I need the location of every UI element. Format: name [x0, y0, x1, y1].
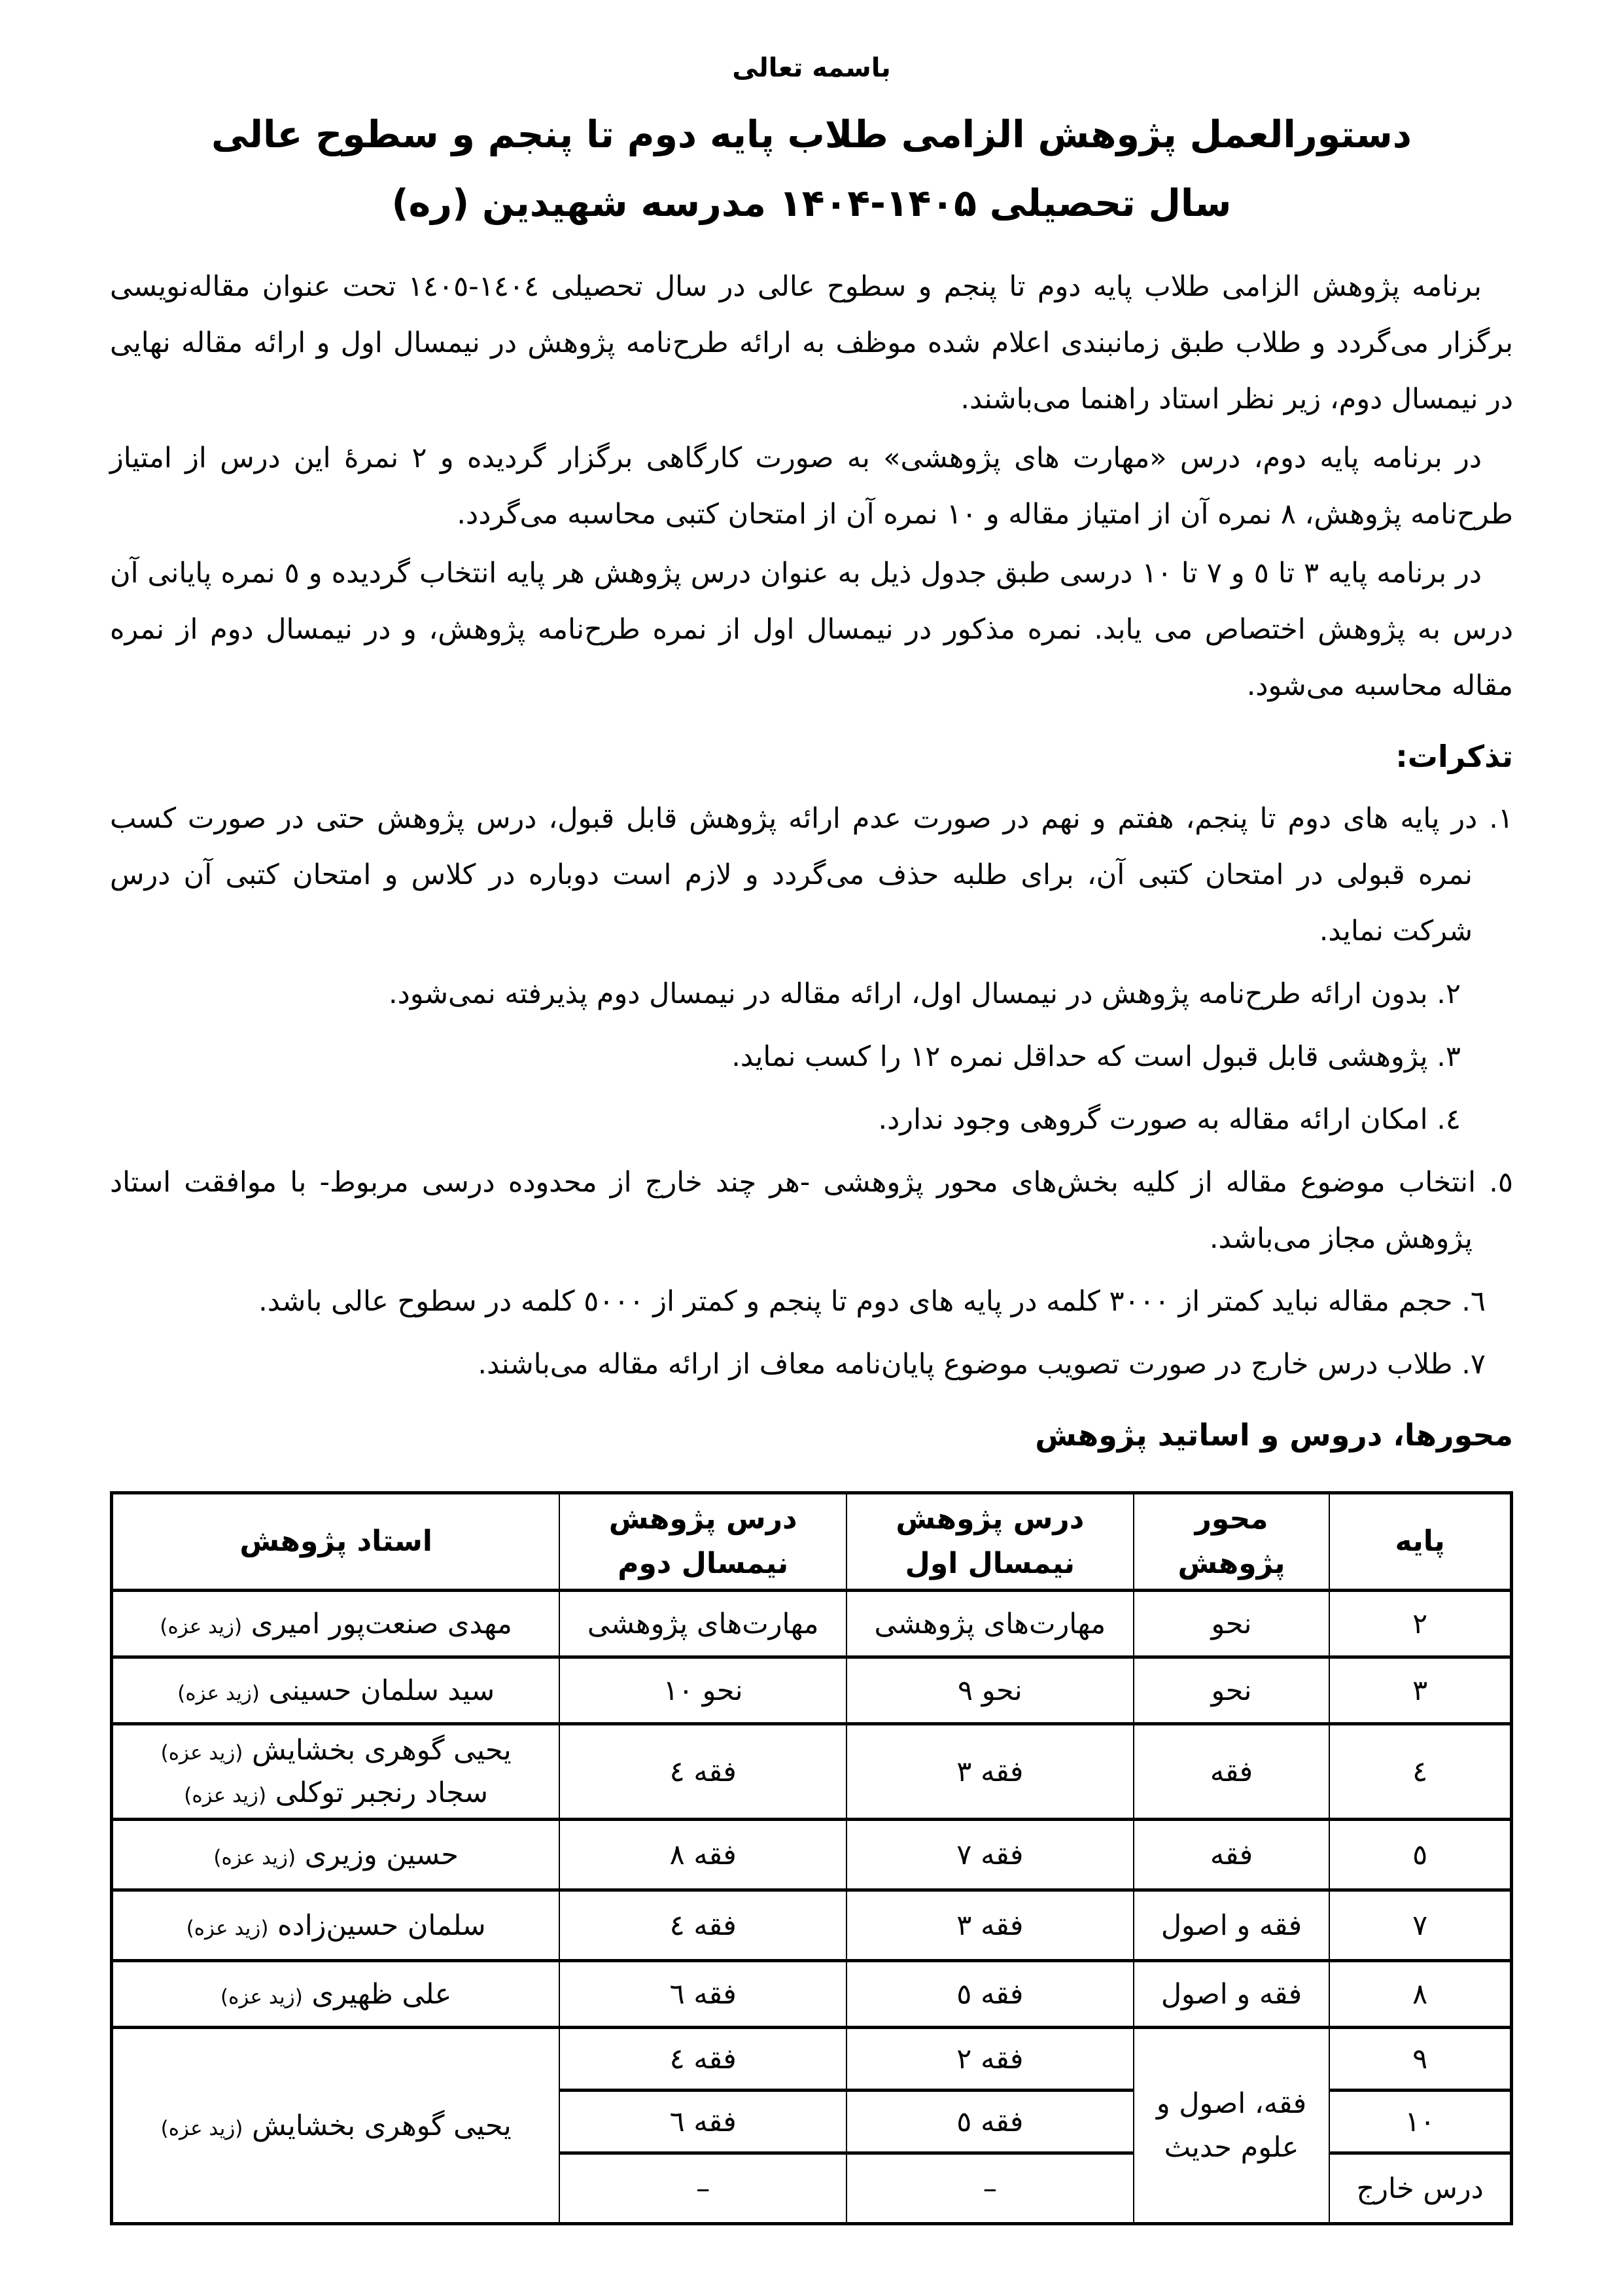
sem2-course-cell: فقه ٦	[559, 1961, 846, 2028]
header-sem1-line1: درس پژوهش	[896, 1502, 1085, 1536]
teacher-honorific: (زید عزه)	[177, 1681, 260, 1705]
table-row-grade-9	[112, 2028, 1512, 2091]
teacher-line	[120, 1772, 552, 1814]
table-row-grade-2	[112, 1591, 1512, 1657]
teacher-honorific: (زید عزه)	[184, 1783, 267, 1807]
table-row-grade-7	[112, 1890, 1512, 1961]
paragraph-1-post: تحت عنوان مقاله‌نویسی برگزار می‌گردد و طلاب طبق زمانبندی اعلام شده موظف به ارائه طرح‌نامه پژوهش در نیمسال اول و ارائه مقاله نهایی در نیمسال دوم، زیر نظر استاد راهنما می‌باشند.	[110, 270, 1513, 415]
header-cell-axis	[1134, 1493, 1330, 1591]
note-marker-4: ٤.	[1437, 1103, 1461, 1136]
teacher-cell	[112, 1591, 560, 1657]
sem1-course-cell: نحو ٩	[846, 1657, 1134, 1724]
table-header-row	[112, 1493, 1512, 1591]
sem1-course-cell: فقه ٧	[846, 1820, 1134, 1890]
grade-cell: ٣	[1329, 1657, 1511, 1724]
teacher-cell	[112, 1657, 560, 1724]
teacher-honorific: (زید عزه)	[160, 2116, 243, 2140]
teacher-cell	[112, 1820, 560, 1890]
teacher-honorific: (زید عزه)	[220, 1985, 303, 2009]
note-marker-6: ٦.	[1461, 1284, 1486, 1318]
header-cell-sem2	[559, 1493, 846, 1591]
besmeleh-text: باسمه تعالی	[732, 53, 891, 83]
sem2-course-cell: فقه ٤	[559, 1890, 846, 1961]
research-courses-table	[110, 1491, 1513, 2225]
table-heading: محورها، دروس و اساتید پژوهش	[1035, 1417, 1513, 1453]
sem1-course-cell: –	[846, 2153, 1134, 2224]
table-row-grade-4	[112, 1724, 1512, 1820]
axis-cell-merged: فقه، اصول و علوم حدیث	[1134, 2028, 1330, 2224]
teacher-name: سلمان حسین‌زاده	[277, 1909, 486, 1942]
teacher-cell	[112, 1724, 560, 1820]
academic-year-range: ۱۴۰۴-۱۴۰۵	[778, 182, 977, 226]
header-sem2-line1: درس پژوهش	[608, 1502, 797, 1536]
notes-heading: تذکرات:	[1395, 738, 1513, 774]
header-sem2-line2: نیمسال دوم	[618, 1547, 789, 1581]
note-text-1: در پایه های دوم تا پنجم، هفتم و نهم در صورت عدم ارائه پژوهش قابل قبول، درس پژوهش حتی در صورت کسب نمره قبولی در امتحان کتبی آن، برای طلبه حذف می‌گردد و لازم است دوباره در کلاس و امتحان کتبی آن درس شرکت نماید.	[110, 802, 1478, 947]
note-text-2: بدون ارائه طرح‌نامه پژوهش در نیمسال اول، ارائه مقاله در نیمسال دوم پذیرفته نمی‌شود.	[389, 977, 1428, 1010]
teacher-line	[120, 1729, 552, 1772]
header-axis-line2: پژوهش	[1178, 1547, 1285, 1581]
teacher-name: علی ظهیری	[311, 1977, 452, 2011]
table-row-grade-3	[112, 1657, 1512, 1724]
note-marker-2: ٢.	[1437, 977, 1461, 1010]
table-row-grade-5	[112, 1820, 1512, 1890]
header-sem1-line2: نیمسال اول	[905, 1547, 1075, 1581]
teacher-name: سید سلمان حسینی	[268, 1674, 495, 1707]
grade-cell: ٤	[1329, 1724, 1511, 1820]
sem2-course-cell: نحو ١٠	[559, 1657, 846, 1724]
sem1-course-cell: فقه ٥	[846, 1961, 1134, 2028]
note-text-3: پژوهشی قابل قبول است که حداقل نمره ١٢ را کسب نماید.	[731, 1040, 1428, 1073]
teacher-name: سجاد رنجبر توکلی	[275, 1776, 489, 1809]
note-item-4	[110, 1091, 1461, 1148]
grade-cell: ١٠	[1329, 2091, 1511, 2153]
intro-paragraph-1	[110, 258, 1513, 427]
sem1-course-cell: فقه ٣	[846, 1724, 1134, 1820]
paragraph-1-year-range: ١٤٠٤-١٤٠٥	[408, 270, 540, 303]
paragraph-1-pre: برنامه پژوهش الزامی طلاب پایه دوم تا پنجم و سطوح عالی در سال تحصیلی	[539, 270, 1482, 303]
teacher-cell-merged	[112, 2028, 560, 2224]
sem2-course-cell: فقه ٤	[559, 1724, 846, 1820]
intro-paragraph-2: در برنامه پایه دوم، درس «مهارت های پژوهشی» به صورت کارگاهی برگزار گردیده و ٢ نمرۀ این درس از امتیاز طرح‌نامه پژوهش، ٨ نمره آن از امتیاز مقاله و ١٠ نمره آن از امتحان کتبی محاسبه می‌گردد.	[110, 441, 1513, 531]
axis-cell: فقه و اصول	[1134, 1890, 1330, 1961]
axis-cell: فقه و اصول	[1134, 1961, 1330, 2028]
sem1-course-cell: فقه ٢	[846, 2028, 1134, 2091]
note-marker-7: ٧.	[1461, 1347, 1486, 1381]
teacher-name: مهدی صنعت‌پور امیری	[251, 1607, 512, 1640]
note-item-3	[110, 1029, 1461, 1085]
note-item-7	[110, 1336, 1486, 1392]
header-cell-sem1	[846, 1493, 1134, 1591]
header-cell-teacher: استاد پژوهش	[112, 1493, 560, 1591]
title-line-2	[110, 169, 1513, 238]
teacher-honorific: (زید عزه)	[160, 1741, 243, 1765]
title-line-1: دستورالعمل پژوهش الزامی طلاب پایه دوم تا پنجم و سطوح عالی	[211, 113, 1412, 156]
note-marker-1: ١.	[1489, 802, 1514, 835]
teacher-honorific: (زید عزه)	[213, 1845, 296, 1869]
intro-paragraph-3: در برنامه پایه ٣ تا ٥ و ٧ تا ١٠ درسی طبق جدول ذیل به عنوان درس پژوهش هر پایه انتخاب گردیده و ٥ نمره پایانی آن درس به پژوهش اختصاص می یابد. نمره مذکور در نیمسال اول از نمره طرح‌نامه پژوهش، و در نیمسال دوم از نمره مقاله محاسبه می‌شود.	[110, 556, 1513, 702]
note-marker-3: ٣.	[1437, 1040, 1461, 1073]
teacher-honorific: (زید عزه)	[160, 1614, 243, 1638]
grade-cell: ٢	[1329, 1591, 1511, 1657]
document-title	[110, 101, 1513, 239]
note-item-5	[110, 1154, 1513, 1267]
sem1-course-cell: فقه ٣	[846, 1890, 1134, 1961]
table-row-grade-8	[112, 1961, 1512, 2028]
note-item-1	[110, 790, 1513, 959]
note-text-7: طلاب درس خارج در صورت تصویب موضوع پایان‌نامه معاف از ارائه مقاله می‌باشند.	[478, 1347, 1453, 1381]
title-year-post: مدرسه شهیدین (ره)	[391, 182, 779, 226]
teacher-name: حسین وزیری	[304, 1838, 459, 1871]
title-year-pre: سال تحصیلی	[976, 182, 1232, 226]
sem2-course-cell: مهارت‌های پژوهشی	[559, 1591, 846, 1657]
header-cell-grade: پایه	[1329, 1493, 1511, 1591]
header-axis-line1: محور	[1195, 1502, 1268, 1536]
teacher-honorific: (زید عزه)	[186, 1916, 269, 1940]
sem2-course-cell: فقه ٤	[559, 2028, 846, 2091]
sem1-course-cell: فقه ٥	[846, 2091, 1134, 2153]
sem2-course-cell: فقه ٦	[559, 2091, 846, 2153]
grade-cell: ٩	[1329, 2028, 1511, 2091]
teacher-name: یحیی گوهری بخشایش	[252, 1734, 512, 1767]
sem1-course-cell: مهارت‌های پژوهشی	[846, 1591, 1134, 1657]
note-marker-5: ٥.	[1489, 1165, 1513, 1199]
note-item-2	[110, 966, 1461, 1022]
axis-cell: نحو	[1134, 1657, 1330, 1724]
teacher-cell	[112, 1961, 560, 2028]
grade-cell: ٧	[1329, 1890, 1511, 1961]
axis-cell: نحو	[1134, 1591, 1330, 1657]
grade-cell: درس خارج	[1329, 2153, 1511, 2224]
sem2-course-cell: فقه ٨	[559, 1820, 846, 1890]
note-text-5: انتخاب موضوع مقاله از کلیه بخش‌های محور پژوهشی -هر چند خارج از محدوده درسی مربوط- با موافقت استاد پژوهش مجاز می‌باشد.	[110, 1165, 1476, 1255]
grade-cell: ٥	[1329, 1820, 1511, 1890]
teacher-name: یحیی گوهری بخشایش	[252, 2109, 512, 2142]
grade-cell: ٨	[1329, 1961, 1511, 2028]
axis-cell: فقه	[1134, 1724, 1330, 1820]
note-item-6	[110, 1273, 1486, 1330]
note-text-4: امکان ارائه مقاله به صورت گروهی وجود ندارد.	[878, 1103, 1428, 1136]
note-text-6: حجم مقاله نباید کمتر از ٣٠٠٠ کلمه در پایه های دوم تا پنجم و کمتر از ٥٠٠٠ کلمه در سطوح عالی باشد.	[258, 1284, 1453, 1318]
axis-cell: فقه	[1134, 1820, 1330, 1890]
teacher-cell	[112, 1890, 560, 1961]
sem2-course-cell: –	[559, 2153, 846, 2224]
